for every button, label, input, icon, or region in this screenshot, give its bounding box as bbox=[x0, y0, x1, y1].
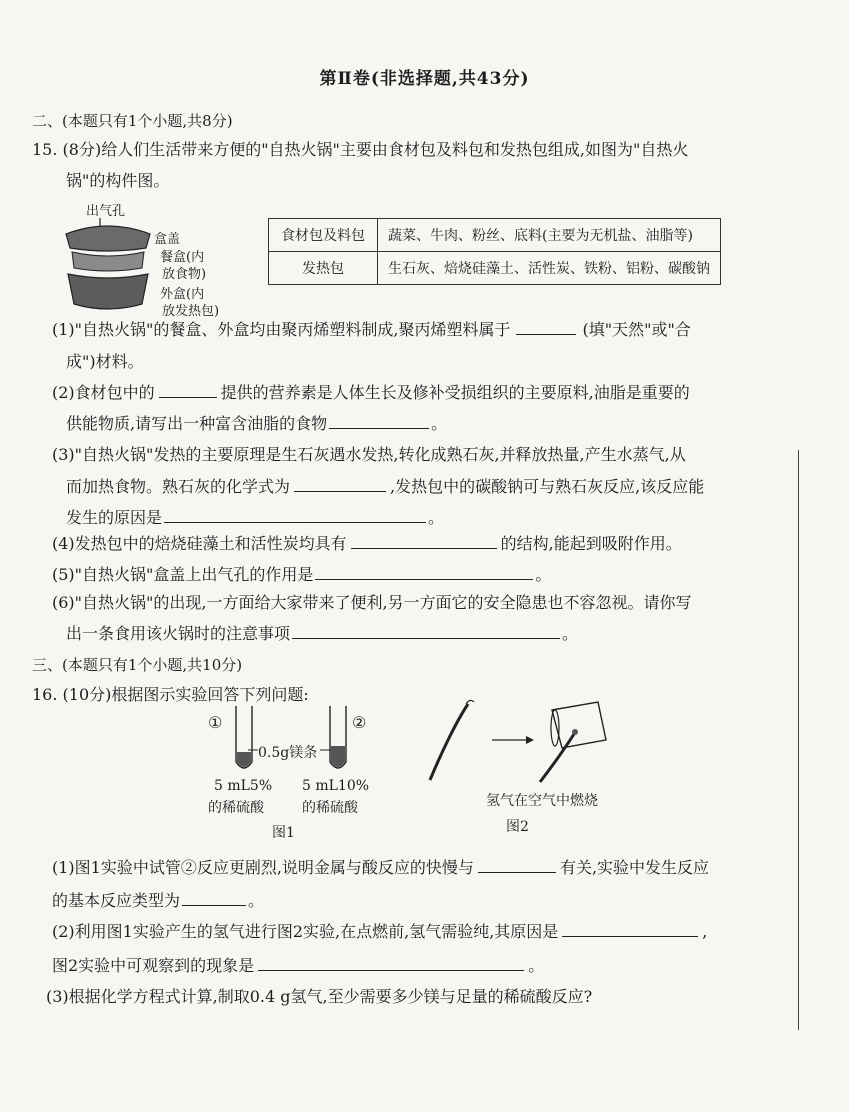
tube-2-label-1: 5 mL10% bbox=[302, 778, 370, 794]
inner-box-label-2: 放食物) bbox=[162, 267, 207, 282]
table-row-content: 蔬菜、牛肉、粉丝、底料(主要为无机盐、油脂等) bbox=[378, 219, 721, 252]
q15-p6-answer-blank[interactable] bbox=[292, 622, 560, 639]
figure-2-description: 氢气在空气中燃烧 bbox=[486, 793, 598, 809]
figure-2-caption: 图2 bbox=[506, 819, 529, 835]
hotpot-diagram bbox=[58, 218, 158, 318]
q15-p3-text-d: 发生的原因是 bbox=[66, 508, 163, 527]
q15-p6-line2 bbox=[66, 622, 578, 645]
q16-p1-answer-blank-2[interactable] bbox=[182, 889, 246, 906]
q15-p3-text-e: 。 bbox=[428, 508, 445, 527]
magnesium-label: 0.5g镁条 bbox=[258, 745, 318, 761]
table-row-head: 发热包 bbox=[269, 252, 378, 285]
q15-p1-text-b: (填"天然"或"合 bbox=[582, 320, 691, 339]
table-row-content: 生石灰、焙烧硅藻土、活性炭、铁粉、铝粉、碳酸钠 bbox=[378, 252, 721, 285]
table-row bbox=[269, 252, 721, 285]
q16-p2-text-c: 图2实验中可观察到的现象是 bbox=[52, 956, 255, 975]
page-title: 第Ⅱ卷(非选择题,共43分) bbox=[319, 69, 530, 89]
q15-p4-answer-blank[interactable] bbox=[351, 532, 497, 549]
figure-1-caption: 图1 bbox=[272, 825, 295, 841]
q16-p3-line: (3)根据化学方程式计算,制取0.4 g氢气,至少需要多少镁与足量的稀硫酸反应? bbox=[46, 987, 593, 1006]
q15-p1-text-a: (1)"自热火锅"的餐盒、外盒均由聚丙烯塑料制成,聚丙烯塑料属于 bbox=[52, 320, 511, 339]
q16-p2-text-d: 。 bbox=[528, 956, 545, 975]
lid-label: 盒盖 bbox=[154, 232, 181, 247]
q16-p1-line2 bbox=[52, 889, 264, 912]
tube-1-label-1: 5 mL5% bbox=[214, 778, 273, 794]
hydrogen-burning-diagram bbox=[410, 696, 620, 786]
outer-box-label-2: 放发热包) bbox=[162, 304, 220, 319]
q15-intro-line1: 15. (8分)给人们生活带来方便的"自热火锅"主要由食材包及料包和发热包组成,如图为"自热火 bbox=[32, 140, 689, 159]
q15-p1-line2: 成")材料。 bbox=[66, 352, 144, 371]
q16-p1-text-a: (1)图1实验中试管②反应更剧烈,说明金属与酸反应的快慢与 bbox=[52, 858, 474, 877]
q15-p3-text-b: 而加热食物。熟石灰的化学式为 bbox=[66, 477, 291, 496]
q15-p2-answer-blank-2[interactable] bbox=[329, 412, 429, 429]
tube-1-label-2: 的稀硫酸 bbox=[208, 800, 264, 816]
q15-p2-line2 bbox=[66, 412, 447, 435]
q16-p2-answer-blank-1[interactable] bbox=[562, 920, 698, 937]
q15-p1-answer-blank[interactable] bbox=[516, 318, 576, 335]
q16-p1-text-b: 有关,实验中发生反应 bbox=[559, 858, 710, 877]
q15-p4-text-a: (4)发热包中的焙烧硅藻土和活性炭均具有 bbox=[52, 534, 347, 553]
ingredients-table bbox=[268, 218, 721, 285]
tube-2-label-2: 的稀硫酸 bbox=[302, 800, 358, 816]
q15-p3-line2 bbox=[66, 475, 704, 498]
q15-p3-line3 bbox=[66, 506, 444, 529]
margin-line bbox=[798, 450, 799, 1030]
q15-p3-answer-blank-2[interactable] bbox=[164, 506, 426, 523]
q15-p2-line1 bbox=[52, 381, 690, 404]
q16-p2-answer-blank-2[interactable] bbox=[258, 954, 524, 971]
q15-p3-line1: (3)"自热火锅"发热的主要原理是生石灰遇水发热,转化成熟石灰,并释放热量,产生水蒸气,从 bbox=[52, 445, 686, 464]
q15-p6-text-c: 。 bbox=[562, 624, 579, 643]
q15-p2-text-c: 供能物质,请写出一种富含油脂的食物 bbox=[66, 414, 328, 433]
q15-p2-text-b: 提供的营养素是人体生长及修补受损组织的主要原料,油脂是重要的 bbox=[220, 383, 690, 402]
table-row-head: 食材包及料包 bbox=[269, 219, 378, 252]
q15-p1-line1 bbox=[52, 318, 691, 341]
q16-p1-answer-blank-1[interactable] bbox=[478, 856, 556, 873]
q16-intro: 16. (10分)根据图示实验回答下列问题: bbox=[32, 685, 309, 704]
section-2-heading: 二、(本题只有1个小题,共8分) bbox=[32, 112, 233, 130]
q16-p2-line2 bbox=[52, 954, 544, 977]
q16-p2-text-b: , bbox=[702, 922, 708, 941]
q15-p6-text-b: 出一条食用该火锅时的注意事项 bbox=[66, 624, 291, 643]
q15-p5-text-a: (5)"自热火锅"盒盖上出气孔的作用是 bbox=[52, 565, 314, 584]
table-row bbox=[269, 219, 721, 252]
outer-box-label-1: 外盒(内 bbox=[160, 287, 205, 302]
q15-p4-line bbox=[52, 532, 682, 555]
q15-p4-text-b: 的结构,能起到吸附作用。 bbox=[500, 534, 682, 553]
q15-p2-answer-blank-1[interactable] bbox=[159, 381, 217, 398]
q16-p2-text-a: (2)利用图1实验产生的氢气进行图2实验,在点燃前,氢气需验纯,其原因是 bbox=[52, 922, 559, 941]
q16-p2-line1 bbox=[52, 920, 707, 943]
tube-2-marker: ② bbox=[352, 713, 367, 732]
q15-p5-line bbox=[52, 563, 551, 586]
q15-intro-line2: 锅"的构件图。 bbox=[66, 171, 170, 190]
q15-p5-text-b: 。 bbox=[535, 565, 552, 584]
q16-p1-line1 bbox=[52, 856, 709, 879]
q16-p1-text-d: 。 bbox=[248, 891, 265, 910]
q15-p3-answer-blank-1[interactable] bbox=[294, 475, 386, 492]
q16-p1-text-c: 的基本反应类型为 bbox=[52, 891, 181, 910]
q15-p2-text-d: 。 bbox=[431, 414, 448, 433]
tube-1-marker: ① bbox=[208, 713, 223, 732]
section-3-heading: 三、(本题只有1个小题,共10分) bbox=[32, 656, 243, 674]
q15-p2-text-a: (2)食材包中的 bbox=[52, 383, 155, 402]
test-tube-2-icon bbox=[326, 706, 350, 776]
q15-p5-answer-blank[interactable] bbox=[315, 563, 533, 580]
q15-p6-line1: (6)"自热火锅"的出现,一方面给大家带来了便利,另一方面它的安全隐患也不容忽视。请你写 bbox=[52, 593, 692, 612]
q15-p3-text-c: ,发热包中的碳酸钠可与熟石灰反应,该反应能 bbox=[390, 477, 705, 496]
vent-hole-label: 出气孔 bbox=[86, 204, 126, 219]
inner-box-label-1: 餐盒(内 bbox=[160, 250, 205, 265]
